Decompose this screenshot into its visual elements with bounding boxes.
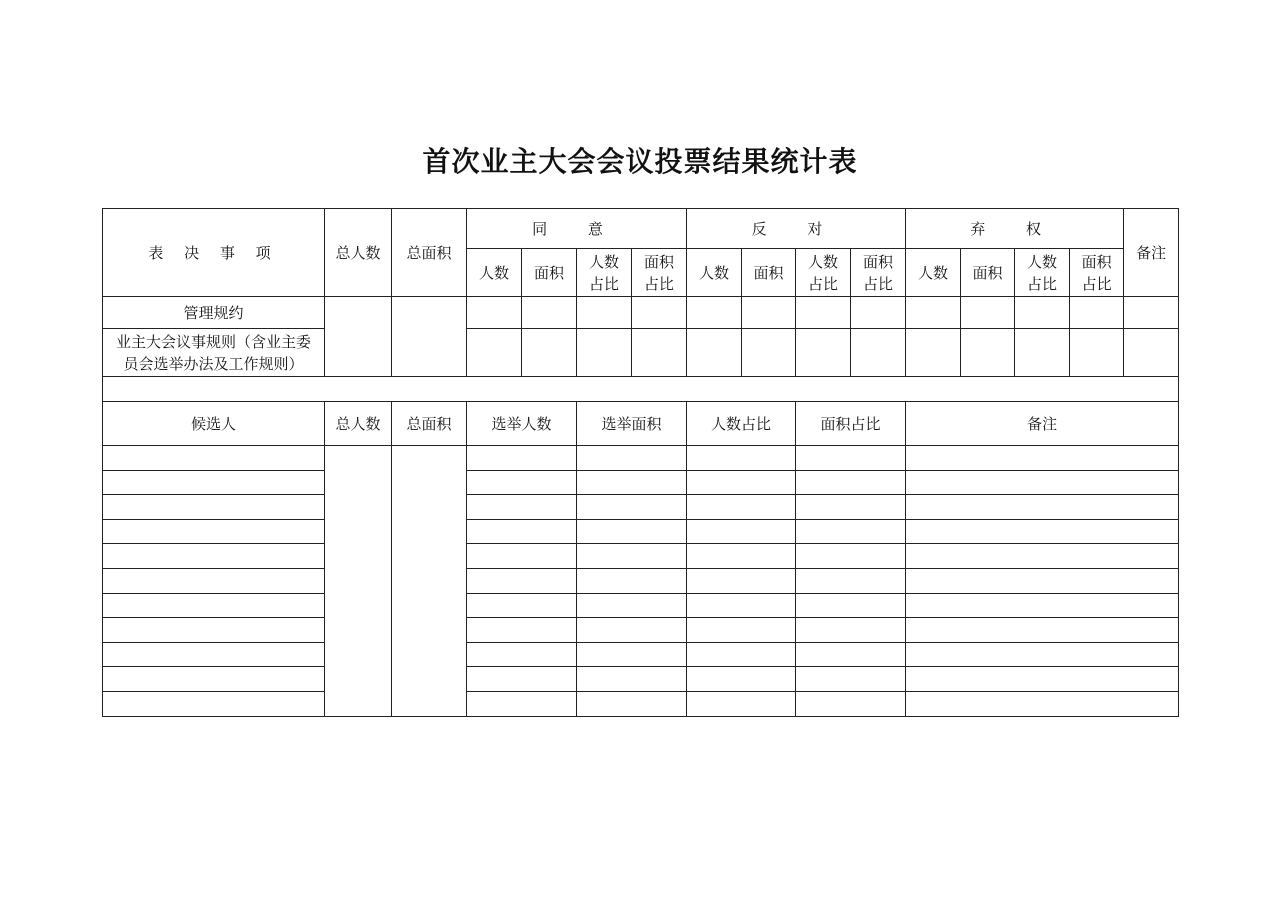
candidate-name-cell xyxy=(103,593,325,618)
cell xyxy=(522,329,577,377)
elected-area-cell xyxy=(577,593,687,618)
elected-area-cell xyxy=(577,470,687,495)
people-ratio-cell xyxy=(687,544,796,569)
elected-people-cell xyxy=(467,495,577,520)
subheader-abstain-area-ratio: 面积 占比 xyxy=(1070,249,1124,297)
candidate-row xyxy=(103,667,1179,692)
candidate-name-cell xyxy=(103,642,325,667)
subheader-oppose-people-ratio: 人数 占比 xyxy=(796,249,851,297)
candidate-row xyxy=(103,593,1179,618)
spacer-row xyxy=(103,377,1179,402)
candidate-name-cell xyxy=(103,667,325,692)
subheader-agree-area: 面积 xyxy=(522,249,577,297)
candidate-row xyxy=(103,568,1179,593)
elected-people-cell xyxy=(467,470,577,495)
elected-people-cell xyxy=(467,691,577,716)
candidate-remark-cell xyxy=(906,667,1179,692)
elected-people-cell xyxy=(467,642,577,667)
elected-area-cell xyxy=(577,544,687,569)
area-ratio-cell xyxy=(796,642,906,667)
header-total-area: 总面积 xyxy=(392,209,467,297)
cell xyxy=(906,329,961,377)
candidate-total-people-cell xyxy=(325,446,392,717)
cell xyxy=(1124,297,1179,329)
elected-area-cell xyxy=(577,618,687,643)
people-ratio-cell xyxy=(687,667,796,692)
header-candidate-remark: 备注 xyxy=(906,402,1179,446)
candidate-name-cell xyxy=(103,519,325,544)
candidate-name-cell xyxy=(103,446,325,471)
cell xyxy=(796,329,851,377)
candidate-row xyxy=(103,519,1179,544)
area-ratio-cell xyxy=(796,593,906,618)
motion-total-people xyxy=(325,297,392,377)
header-people-ratio: 人数占比 xyxy=(687,402,796,446)
cell xyxy=(1015,329,1070,377)
elected-area-cell xyxy=(577,495,687,520)
candidate-row xyxy=(103,544,1179,569)
elected-people-cell xyxy=(467,667,577,692)
candidate-remark-cell xyxy=(906,470,1179,495)
candidate-name-cell xyxy=(103,568,325,593)
header-candidate: 候选人 xyxy=(103,402,325,446)
cell xyxy=(467,297,522,329)
people-ratio-cell xyxy=(687,618,796,643)
cell xyxy=(522,297,577,329)
cell xyxy=(1015,297,1070,329)
motion-item: 管理规约 xyxy=(103,297,325,329)
spacer-cell xyxy=(103,377,1179,402)
cell xyxy=(577,329,632,377)
header-remark: 备注 xyxy=(1124,209,1179,297)
cell xyxy=(1070,297,1124,329)
people-ratio-cell xyxy=(687,593,796,618)
people-ratio-cell xyxy=(687,691,796,716)
elected-people-cell xyxy=(467,519,577,544)
subheader-agree-people-ratio: 人数 占比 xyxy=(577,249,632,297)
candidate-name-cell xyxy=(103,470,325,495)
header-agree: 同 意 xyxy=(467,209,687,249)
candidate-remark-cell xyxy=(906,519,1179,544)
area-ratio-cell xyxy=(796,568,906,593)
header-candidate-total-area: 总面积 xyxy=(392,402,467,446)
area-ratio-cell xyxy=(796,446,906,471)
cell xyxy=(687,297,742,329)
elected-people-cell xyxy=(467,446,577,471)
cell xyxy=(961,329,1015,377)
header-elected-people: 选举人数 xyxy=(467,402,577,446)
candidate-total-area-cell xyxy=(392,446,467,717)
elected-people-cell xyxy=(467,544,577,569)
people-ratio-cell xyxy=(687,568,796,593)
motion-total-area xyxy=(392,297,467,377)
cell xyxy=(467,329,522,377)
candidate-row xyxy=(103,470,1179,495)
candidate-remark-cell xyxy=(906,544,1179,569)
candidate-remark-cell xyxy=(906,446,1179,471)
area-ratio-cell xyxy=(796,495,906,520)
area-ratio-cell xyxy=(796,470,906,495)
candidate-name-cell xyxy=(103,618,325,643)
elected-people-cell xyxy=(467,568,577,593)
motion-row xyxy=(103,329,1179,377)
candidate-remark-cell xyxy=(906,495,1179,520)
cell xyxy=(796,297,851,329)
subheader-oppose-area: 面积 xyxy=(742,249,796,297)
cell xyxy=(1124,329,1179,377)
cell xyxy=(851,329,906,377)
elected-area-cell xyxy=(577,519,687,544)
cell xyxy=(742,329,796,377)
candidate-row xyxy=(103,642,1179,667)
candidate-remark-cell xyxy=(906,593,1179,618)
header-area-ratio: 面积占比 xyxy=(796,402,906,446)
header-total-people: 总人数 xyxy=(325,209,392,297)
cell xyxy=(851,297,906,329)
motion-row xyxy=(103,297,1179,329)
cell xyxy=(961,297,1015,329)
elected-people-cell xyxy=(467,618,577,643)
subheader-oppose-area-ratio: 面积 占比 xyxy=(851,249,906,297)
cell xyxy=(632,297,687,329)
candidate-remark-cell xyxy=(906,618,1179,643)
elected-area-cell xyxy=(577,642,687,667)
page-title: 首次业主大会会议投票结果统计表 xyxy=(422,145,858,178)
cell xyxy=(687,329,742,377)
header-abstain: 弃 权 xyxy=(906,209,1124,249)
cell xyxy=(1070,329,1124,377)
people-ratio-cell xyxy=(687,470,796,495)
subheader-abstain-area: 面积 xyxy=(961,249,1015,297)
area-ratio-cell xyxy=(796,519,906,544)
area-ratio-cell xyxy=(796,618,906,643)
area-ratio-cell xyxy=(796,667,906,692)
candidate-name-cell xyxy=(103,544,325,569)
motion-item: 业主大会议事规则（含业主委 员会选举办法及工作规则） xyxy=(103,329,325,377)
area-ratio-cell xyxy=(796,544,906,569)
people-ratio-cell xyxy=(687,495,796,520)
candidate-name-cell xyxy=(103,691,325,716)
people-ratio-cell xyxy=(687,446,796,471)
area-ratio-cell xyxy=(796,691,906,716)
elected-people-cell xyxy=(467,593,577,618)
elected-area-cell xyxy=(577,446,687,471)
header-item: 表 决 事 项 xyxy=(103,209,325,297)
elected-area-cell xyxy=(577,667,687,692)
cell xyxy=(577,297,632,329)
people-ratio-cell xyxy=(687,642,796,667)
candidate-row xyxy=(103,495,1179,520)
candidate-header-row xyxy=(103,402,1179,446)
candidate-remark-cell xyxy=(906,691,1179,716)
cell xyxy=(632,329,687,377)
subheader-agree-people: 人数 xyxy=(467,249,522,297)
cell xyxy=(906,297,961,329)
candidate-remark-cell xyxy=(906,642,1179,667)
candidate-row xyxy=(103,618,1179,643)
elected-area-cell xyxy=(577,691,687,716)
cell xyxy=(742,297,796,329)
header-oppose: 反 对 xyxy=(687,209,906,249)
elected-area-cell xyxy=(577,568,687,593)
candidate-row xyxy=(103,691,1179,716)
header-candidate-total-people: 总人数 xyxy=(325,402,392,446)
subheader-abstain-people: 人数 xyxy=(906,249,961,297)
subheader-abstain-people-ratio: 人数 占比 xyxy=(1015,249,1070,297)
subheader-agree-area-ratio: 面积 占比 xyxy=(632,249,687,297)
candidate-remark-cell xyxy=(906,568,1179,593)
candidate-row xyxy=(103,446,1179,471)
subheader-oppose-people: 人数 xyxy=(687,249,742,297)
candidate-name-cell xyxy=(103,495,325,520)
header-elected-area: 选举面积 xyxy=(577,402,687,446)
vote-results-table xyxy=(102,208,1179,717)
people-ratio-cell xyxy=(687,519,796,544)
